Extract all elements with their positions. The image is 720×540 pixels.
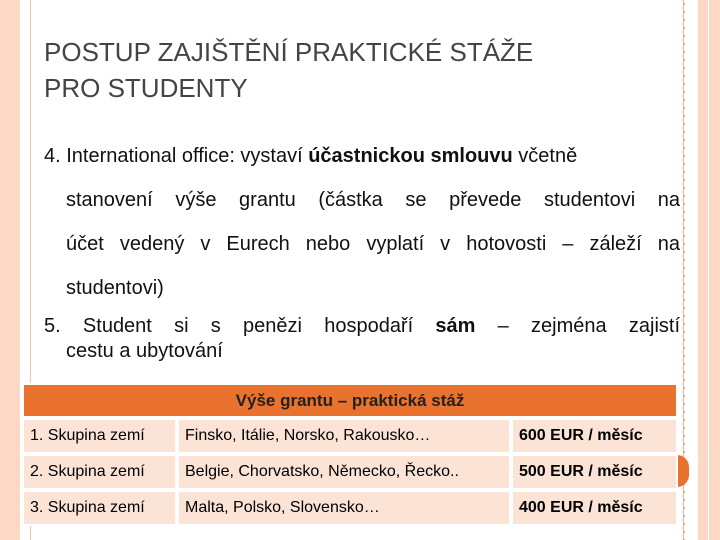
item-4-line-1: [44, 134, 680, 178]
amount-cell: 400 EUR / měsíc: [511, 490, 678, 526]
amount-cell: 500 EUR / měsíc: [511, 454, 678, 490]
item-5-line-1: [44, 314, 680, 339]
countries-cell: Belgie, Chorvatsko, Německo, Řecko..: [177, 454, 511, 490]
title-line-2: PRO STUDENTY: [44, 73, 248, 103]
item-5-prefix: 5. Student si s penězi hospodaří: [44, 315, 436, 337]
table-row: [22, 490, 678, 526]
title-line-1: POSTUP ZAJIŠTĚNÍ PRAKTICKÉ STÁŽE: [44, 37, 534, 67]
item-4-suffix: včetně: [512, 145, 578, 167]
countries-cell: Malta, Polsko, Slovensko…: [177, 490, 511, 526]
item-4-line-3: účet vedený v Eurech nebo vyplatí v hotovosti – záleží na: [66, 233, 680, 255]
grant-table: [22, 383, 678, 526]
item-4: [44, 134, 680, 310]
item-4-line-2: stanovení výše grantu (částka se převede studentovi na: [66, 189, 680, 211]
amount-cell: 600 EUR / měsíc: [511, 418, 678, 454]
group-cell: 2. Skupina zemí: [22, 454, 177, 490]
right-frame-band: [698, 0, 720, 540]
countries-cell: Finsko, Itálie, Norsko, Rakousko…: [177, 418, 511, 454]
slide-title: [44, 34, 664, 106]
group-cell: 3. Skupina zemí: [22, 490, 177, 526]
item-5: [44, 314, 680, 364]
right-frame-inner-line: [708, 0, 709, 540]
table-row: [22, 454, 678, 490]
group-cell: 1. Skupina zemí: [22, 418, 177, 454]
table-row: [22, 418, 678, 454]
orange-tab-marker: [677, 455, 689, 487]
item-5-line-2: cestu a ubytování: [66, 340, 223, 362]
item-4-line-4: studentovi): [66, 277, 164, 299]
item-5-suffix: – zejména zajistí: [475, 315, 680, 337]
slide-body: [44, 140, 680, 364]
item-4-bold: účastnickou smlouvu: [308, 145, 513, 167]
left-frame-band: [0, 0, 20, 540]
item-5-bold: sám: [435, 315, 476, 337]
table-header: Výše grantu – praktická stáž: [22, 383, 678, 418]
table-header-row: [22, 383, 678, 418]
item-4-prefix: 4. International office: vystaví: [44, 145, 309, 167]
